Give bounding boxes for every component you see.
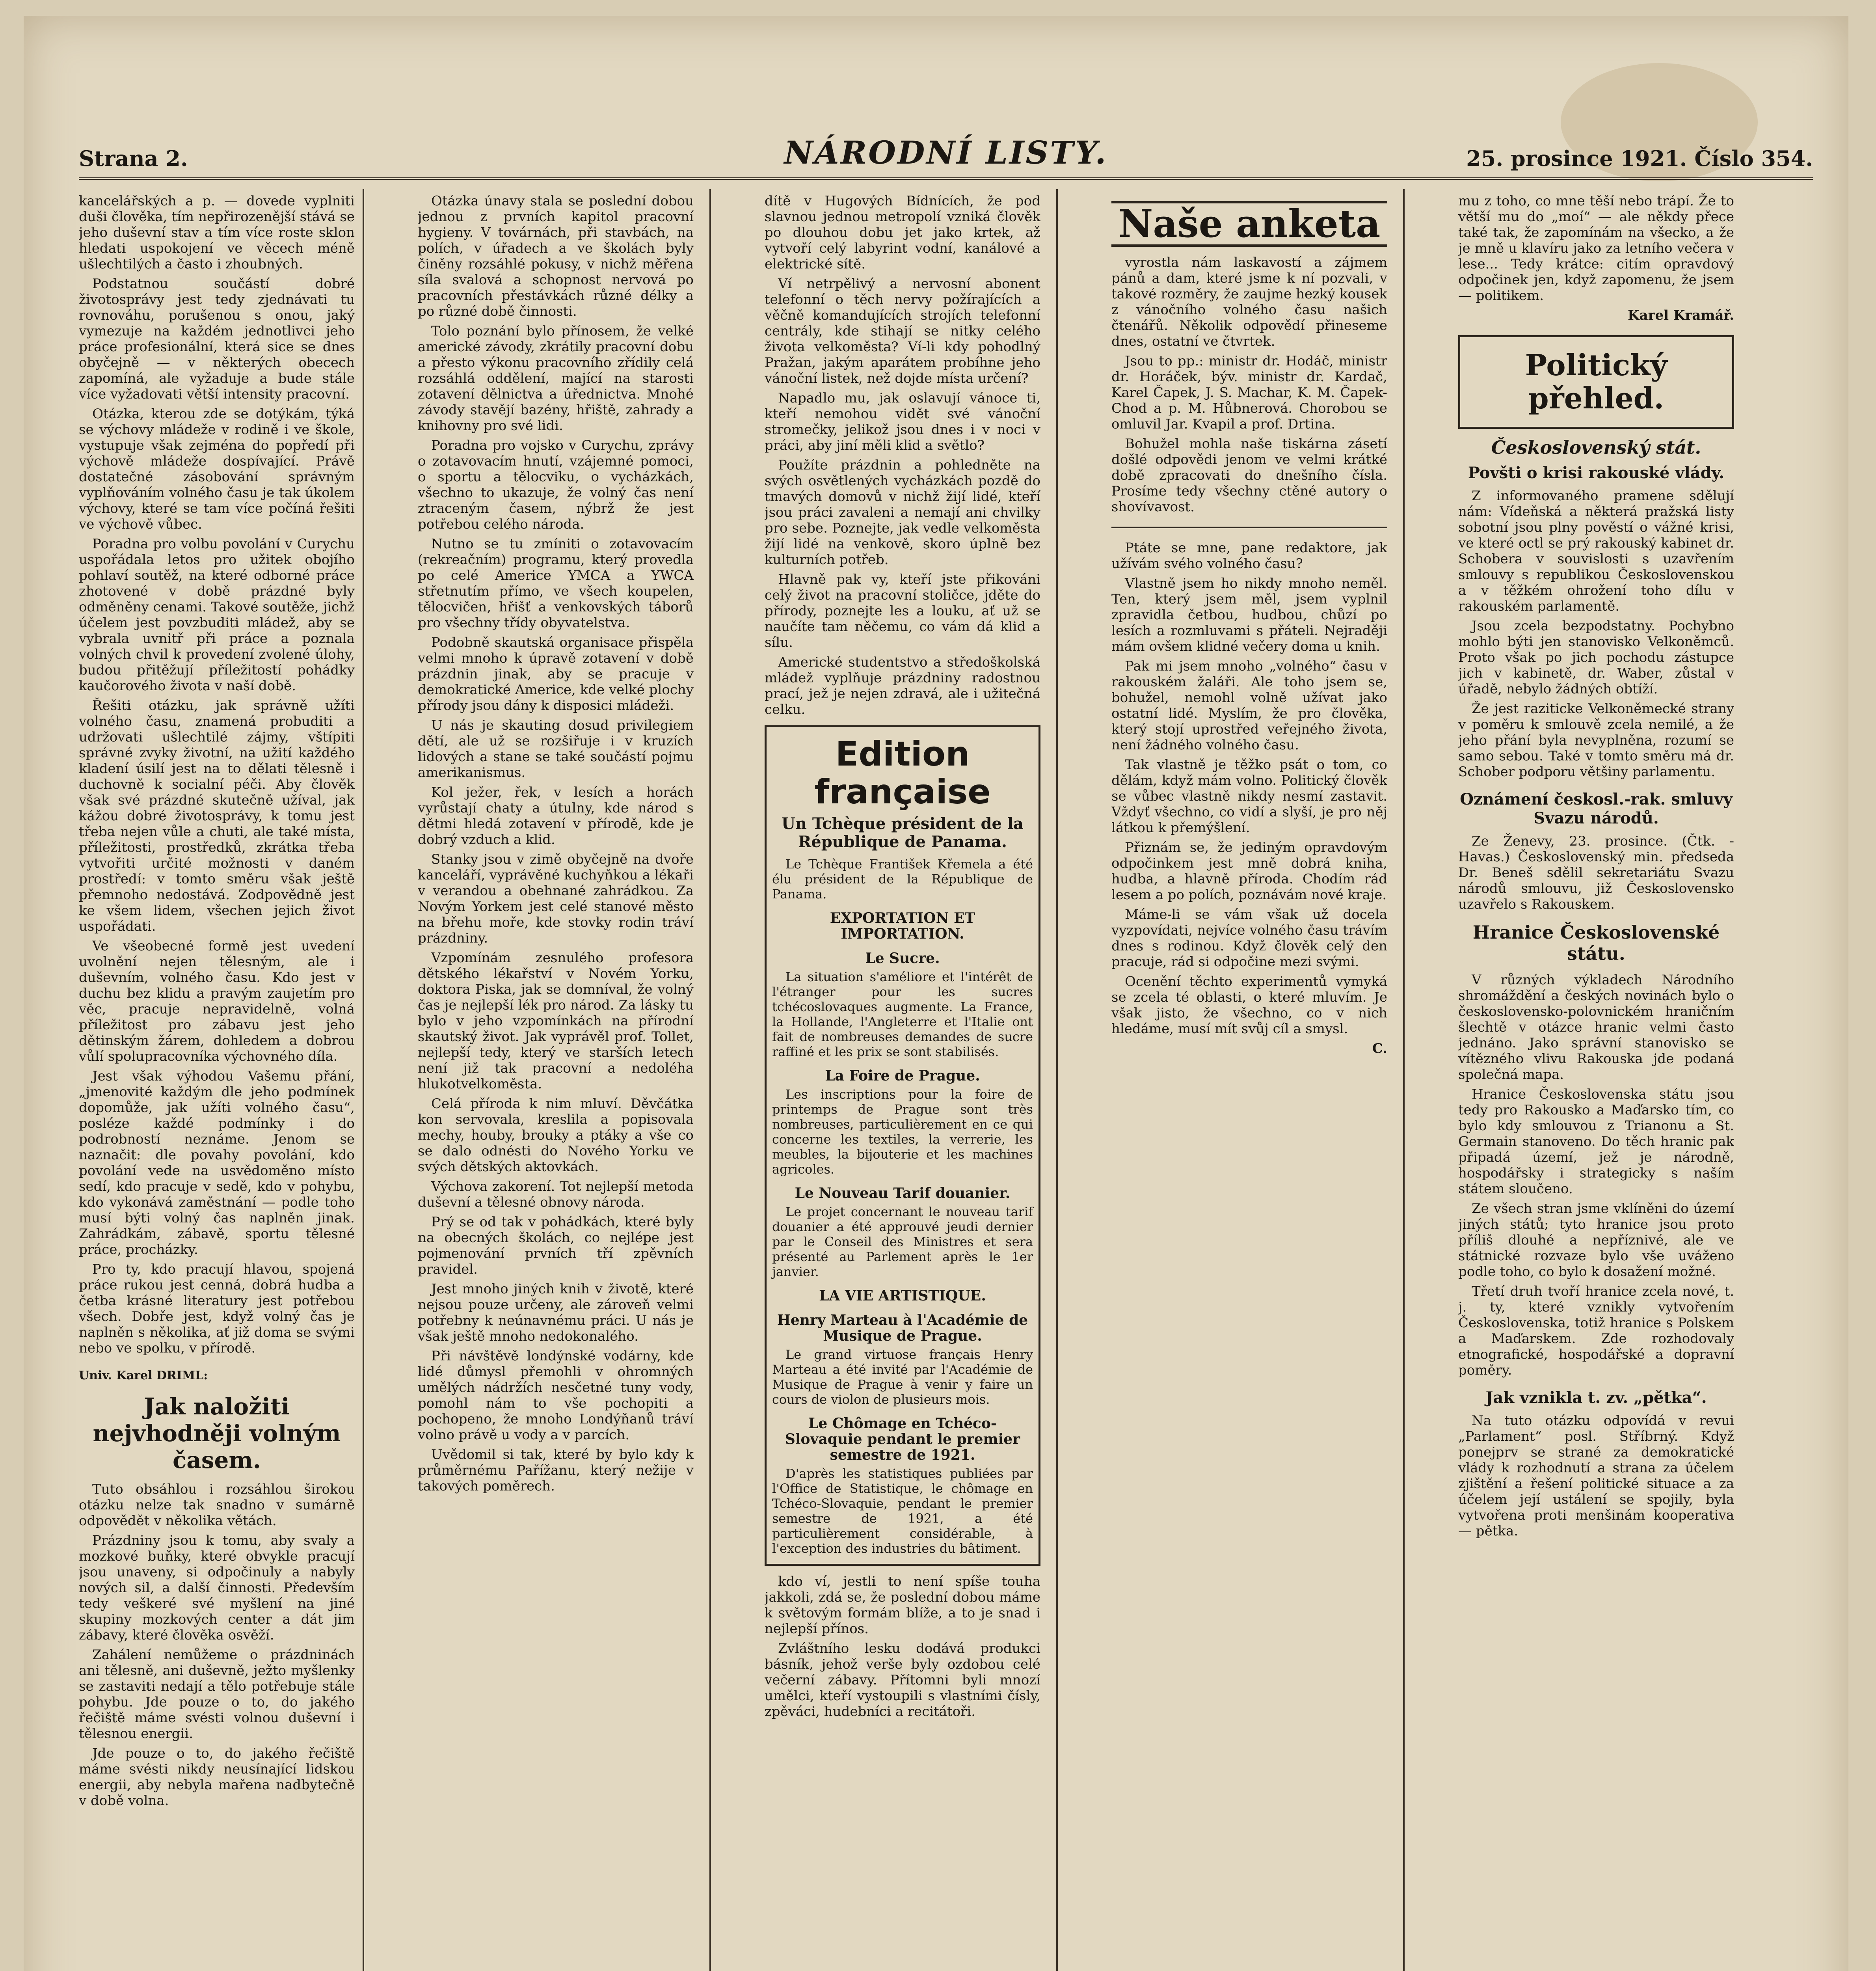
divider xyxy=(1111,527,1387,528)
section-headline: Politický přehled. xyxy=(1525,348,1668,415)
article-paragraph: Podstatnou součástí dobré životosprávy jest tedy zjednávati tu rovnováhu, porušenou s onou, jaký vymezuje na každém jednotlivci jeho práce profesionální, která sice se dnes obyčejně — v některých obecech zapomíná, ale vyžaduje a bude stále více vyžadovati větší intensity pracovní. xyxy=(79,276,355,402)
article-paragraph: Podobně skautská organisace přispěla velmi mnoho k úpravě zotavení v době prázdnin jinak, aby se pracuje v demokratické Americe, kde velké plochy přírody jsou dány k disposici mládeži. xyxy=(418,635,694,714)
column-3 xyxy=(765,193,1040,1971)
article-paragraph: kancelářských a p. — dovede vyplniti duši člověka, tím nepřirozenější stává se jeho duševní stav a tím více roste sklon hledati uspokojení ve věcech méně ušlechtilých a často i zhoubných. xyxy=(79,193,355,272)
political-review-box xyxy=(1458,335,1734,429)
section-heading: Henry Marteau à l'Académie de Musique de Prague. xyxy=(777,1312,1028,1344)
section-heading: EXPORTATION ET IMPORTATION. xyxy=(830,910,975,942)
article-paragraph: Třetí druh tvoří hranice zcela nové, t. j. ty, které vznikly vytvořením Československa, totiž hranice s Polskem a Maďarskem. Zde rozhodovaly etnografické, hospodářské a dopravní poměry. xyxy=(1458,1284,1734,1378)
column-rule xyxy=(363,189,364,1971)
article-paragraph: La situation s'améliore et l'intérêt de l'étranger pour les sucres tchécoslovaques augmente. La France, la Hollande, l'Angleterre et l'Italie ont fait de nombreuses demandes de sucre raffiné et les prix se sont stabilisés. xyxy=(772,969,1033,1059)
article-paragraph: Výchova zakorení. Tot nejlepší metoda duševní a tělesné obnovy národa. xyxy=(418,1179,694,1210)
article-paragraph: Otázka, kterou zde se dotýkám, týká se výchovy mládeže v rodině i ve škole, vystupuje však zejména do popředí při výchově mládeže dospívající. Právě dostatečné zásobování správným vyplňováním volného času je tak úkolem výchovy, které se tam více počíná řešiti ve výchově vůbec. xyxy=(79,406,355,532)
article-paragraph: Ze všech stran jsme vklíněni do území jiných států; tyto hranice jsou proto příliš dlouhé a nepříznivé, ale ve státnické rozvaze bylo vše uváženo podle toho, co bylo k dosažení možné. xyxy=(1458,1201,1734,1280)
section-heading: Le Sucre. xyxy=(865,950,940,967)
article-headline: Hranice Československé státu. xyxy=(1472,922,1720,964)
article-signature: Karel Kramář. xyxy=(1627,307,1734,323)
column-4 xyxy=(1111,193,1387,1971)
article-paragraph: Tolo poznání bylo přínosem, že velké americké závody, zkrátily pracovní dobu a přesto výkonu pracovního zřídily celá rozsáhlá oddělení, mající na starosti zotavení dělnictva a úřednictva. Mnohé závody stavějí bazény, hřiště, zahrady a knihovny pro své lidi. xyxy=(418,323,694,434)
article-paragraph: Máme-li se vám však už docela vyzpovídati, nejvíce volného času trávím dnes s rodinou. Když člověk celý den pracuje, rád si odpočine mezi svými. xyxy=(1111,907,1387,970)
page-number: Strana 2. xyxy=(79,146,188,171)
article-paragraph: Pro ty, kdo pracují hlavou, spojená práce rukou jest cenná, dobrá hudba a četba krásné literatury jest potřebou všech. Dobře jest, když volný čas je naplněn s několika, ať již doma se svými nebo ve spolku, v přírodě. xyxy=(79,1261,355,1356)
article-paragraph: Ze Ženevy, 23. prosince. (Čtk. - Havas.) Československý min. předseda Dr. Beneš sdělil sekretariátu Svazu národů smlouvu, již Československo uzavřelo s Rakouskem. xyxy=(1458,833,1734,912)
article-paragraph: Ocenění těchto experimentů vymyká se zcela té oblasti, o které mluvím. Je však jisto, že všechno, co v nich hledáme, musí mít svůj cíl a smysl. xyxy=(1111,974,1387,1037)
article-headline: Jak naložiti nejvhodněji volným časem. xyxy=(93,1393,341,1474)
article-paragraph: Poradna pro volbu povolání v Curychu uspořádala letos pro užitek obojího pohlaví soutěž, na které odborné práce zhotovené v době prázdné byly odměněny cenami. Takové soutěže, jichž účelem jest povzbuditi mládež, aby se vybrala uvnitř při práce a poznala volných chvil k provedení zvolené úlohy, budou přitěžují příležitostí pohádky kaučorového života v naší době. xyxy=(79,536,355,694)
column-rule xyxy=(1056,189,1058,1971)
article-paragraph: Zahálení nemůžeme o prázdninách ani tělesně, ani duševně, ježto myšlenky se zastaviti nedají a tělo potřebuje stále pohybu. Jde pouze o to, do jakého řečiště máme svésti volnou duševní i tělesnou energii. xyxy=(79,1647,355,1742)
article-paragraph: Le grand virtuose français Henry Marteau a été invité par l'Académie de Musique de Prague à venir y faire un cours de violon de plusieurs mois. xyxy=(772,1347,1033,1407)
article-paragraph: Při návštěvě londýnské vodárny, kde lidé důmysl přemohli v ohromných umělých nádržích nesčetné tuny vody, pomohl nám to vše pochopiti a pochopeno, že mnoho Londýňanů tráví volno právě u vody a v parcích. xyxy=(418,1348,694,1443)
article-paragraph: Jsou zcela bezpodstatny. Pochybno mohlo býti jen stanovisko Velkoněmců. Proto však po jich pochodu zástupce jich v kabinetě, dr. Waber, zůstal v úřadě, nebylo žádných obtíží. xyxy=(1458,618,1734,697)
column-2 xyxy=(418,193,694,1971)
article-paragraph: Tak vlastně je těžko psát o tom, co dělám, když mám volno. Politický člověk se vůbec vlastně nikdy nesmí zastavit. Vždyť všechno, co vidí a slyší, je pro něj látkou k přemýšlení. xyxy=(1111,757,1387,836)
article-paragraph: Ptáte se mne, pane redaktore, jak užívám svého volného času? xyxy=(1111,540,1387,572)
article-paragraph: dítě v Hugových Bídnících, že pod slavnou jednou metropolí vzniká člověk po dlouhou dobu jet jako krtek, až vytvoří celý labyrint vodní, kanálové a elektrické sítě. xyxy=(765,193,1040,272)
article-paragraph: U nás je skauting dosud privilegiem dětí, ale už se rozšiřuje i v kruzích lidových a stane se také součástí pojmu amerikanismus. xyxy=(418,717,694,781)
article-paragraph: Pak mi jsem mnoho „volného“ času v rakouském žaláři. Ale toho jsem se, bohužel, nemohl volně užívat jako ostatní lidé. Myslím, že pro člověka, který stojí uprostřed veřejného života, není žádného volného času. xyxy=(1111,658,1387,753)
article-paragraph: Jest však výhodou Vašemu přání, „jmenovité každým dle jeho podmínek dopomůže, jak užíti volného času“, posléze každé podmínky i do podrobností neznáme. Jenom se naznačit: dle povahy povolání, kdo povolání vede na usvědoměno místo sedí, kdo pracuje v sedě, kdo v pohybu, kdo vykonává zaměstnání — podle toho musí býti volný čas naplněn jinak. Zahrádkám, zábavě, sportu tělesné práce, procházky. xyxy=(79,1068,355,1257)
masthead: NÁRODNÍ LISTY. xyxy=(784,134,1108,171)
article-paragraph: Bohužel mohla naše tiskárna zásetí došlé odpovědi jenom ve velmi krátké době zpracovati do dnešního čísla. Prosíme tedy všechny ctěné autory o shovívavost. xyxy=(1111,436,1387,515)
article-paragraph: Přiznám se, že jediným opravdovým odpočinkem jest mně dobrá kniha, hudba, a hlavně příroda. Chodím rád lesem a po polích, poznávám nové kraje. xyxy=(1111,840,1387,903)
issue-date: 25. prosince 1921. Číslo 354. xyxy=(1466,146,1813,171)
article-paragraph: Zvláštního lesku dodává produkci básník, jehož verše byly ozdobou celé večerní zábavy. Přítomni byli mnozí umělci, kteří vystoupili s vlastními čísly, zpěváci, hudebníci a recitátoři. xyxy=(765,1641,1040,1720)
article-paragraph: Řešiti otázku, jak správně užíti volného času, znamená probuditi a udržovati ušlechtilé zájmy, vštípiti správné zvyky životní, na užití každého kladení úsilí jest na to dělati tělesně i duchovně k socialní péči. Aby člověk však své prázdné skutečně užíval, jak kážou dobré životosprávy, k tomu jest třeba nejen vůle a chuti, ale také místa, příležitosti, prostředků, zkrátka třeba vytvořiti určité možnosti v daném prostředí: v tomto směru však ještě přemnoho nedostává. Zodpovědně jest ke všem lidem, všechen jejich život uspořádati. xyxy=(79,698,355,934)
article-paragraph: Použíte prázdnin a pohledněte na svých osvětlených vycházkách pozdě do tmavých domovů v nichž žijí lidé, kteří jsou práci zavaleni a nemají ani chvilky pro sebe. Poznejte, jak vedle velkoměsta žijí lidé na venkově, skoro úplně bez kulturních potřeb. xyxy=(765,457,1040,568)
article-paragraph: Hranice Československa státu jsou tedy pro Rakousko a Maďarsko tím, co bylo kdy smlouvou z Trianonu a St. Germain stanoveno. Do těch hranic pak připadá území, jež je národně, hospodářsky i strategicky s naším státem sloučeno. xyxy=(1458,1086,1734,1197)
article-paragraph: mu z toho, co mne těší nebo trápí. Že to větší mu do „moí“ — ale někdy přece také tak, že zapomínám na všecko, a že je mně u klavíru jako za letního večera v lese... Tedy krátce: citím opravdový odpočinek jen, když zapomenu, že jsem — politikem. xyxy=(1458,193,1734,304)
section-heading: Le Chômage en Tchéco-Slovaquie pendant le premier semestre de 1921. xyxy=(785,1415,1020,1463)
article-paragraph: Jest mnoho jiných knih v životě, které nejsou pouze určeny, ale zároveň velmi potřebny k neúnavnému práci. U nás je však ještě mnoho nedokonalého. xyxy=(418,1281,694,1344)
section-heading: La Foire de Prague. xyxy=(825,1067,980,1084)
column-rule xyxy=(1403,189,1405,1971)
column-5 xyxy=(1458,193,1734,1971)
column-1 xyxy=(79,193,355,1971)
article-paragraph: Hlavně pak vy, kteří jste přikováni celý život na pracovní stoličce, jděte do přírody, poznejte les a louku, ať už se naučíte tam něčemu, co vám dá klid a sílu. xyxy=(765,572,1040,650)
article-paragraph: D'après les statistiques publiées par l'Office de Statistique, le chômage en Tchéco-Slovaquie, pendant le premier semestre de 1921, a été particulièrement considérable, à l'exception des industries du bâtiment. xyxy=(772,1466,1033,1556)
article-paragraph: kdo ví, jestli to není spíše touha jakkoli, zdá se, že poslední dobou máme k světovým formám blíže, a to je snad i nejlepší přínos. xyxy=(765,1574,1040,1637)
section-subtitle: Československý stát. xyxy=(1491,437,1701,458)
article-headline: Povšti o krisi rakouské vlády. xyxy=(1468,464,1725,482)
column-rule xyxy=(709,189,711,1971)
article-paragraph: Americké studentstvo a středoškolská mládež vyplňuje prázdniny radostnou prací, jež je nejen zdravá, ale i užitečná celku. xyxy=(765,654,1040,717)
article-headline: Oznámení českosl.-rak. smluvy Svazu národů. xyxy=(1460,790,1733,827)
page-header xyxy=(79,134,1813,180)
article-paragraph: Ví netrpělivý a nervosní abonent telefonní o těch nervy požírajících a věčně komandujících strojích telefonní centrály, kde stihají se nitky celého života velkoměsta? Ví-li kdy pohodlný Pražan, jakým aparátem probíhne jeho vánoční listek, než dojde místa určení? xyxy=(765,276,1040,386)
article-paragraph: Vzpomínám zesnulého profesora dětského lékařství v Novém Yorku, doktora Piska, jak se domníval, že volný čas je nejlepší lék pro národ. Za lásky tu bylo v jeho vzpomínkách na přírodní skautský život. Jak vyprávěl prof. Tollet, nejlepší tedy, který ve starších letech není již tak pracovní a nedoléha hlukotvelkoměsta. xyxy=(418,950,694,1092)
article-paragraph: Že jest raziticke Velkoněmecké strany v poměru k smlouvě zcela nemilé, a že jeho přání byla nevyplněna, rozumí se samo sebou. Také v tomto směru má dr. Schober podporu většiny parlamentu. xyxy=(1458,701,1734,780)
edition-francaise-subtitle: Un Tchèque président de la République de Panama. xyxy=(782,814,1024,851)
article-paragraph: Les inscriptions pour la foire de printemps de Prague sont très nombreuses, particulièrement en ce qui concerne les textiles, la verrerie, les meubles, la bijouterie et les machines agricoles. xyxy=(772,1087,1033,1177)
article-paragraph: Ve všeobecné formě jest uvedení uvolnění nejen tělesným, ale i duševním, volného času. Kdo jest v duchu bez klidu a pravým zaujetím pro věc, pracuje nepravidelně, volná příležitost pro zábavu jest jeho dětinským žárem, dohledem a dobrou vůlí spolupracovníka výchovného díla. xyxy=(79,938,355,1064)
article-paragraph: Le projet concernant le nouveau tarif douanier a été approuvé jeudi dernier par le Conseil des Ministres et sera présenté au Parlement après le 1er janvier. xyxy=(772,1204,1033,1279)
edition-francaise-title: Edition française xyxy=(814,734,991,812)
article-paragraph: Na tuto otázku odpovídá v revui „Parlament“ posl. Stříbrný. Když ponejprv se strané za demokratické vlády k rozhodnutí a strana za účelem zjištění a řešení politické situace a za účelem její ustálení se spojily, byla vytvořena proti menšinám kooperativa — pětka. xyxy=(1458,1413,1734,1539)
article-paragraph: Uvědomil si tak, které by bylo kdy k průměrnému Pařížanu, který nežije v takových poměrech. xyxy=(418,1447,694,1494)
article-paragraph: Celá příroda k nim mluví. Děvčátka kon servovala, kreslila a popisovala mechy, houby, brouky a ptáky a vše co se dalo odnésti do Nového Yorku ve svých dětských aktovkách. xyxy=(418,1096,694,1175)
article-paragraph: Poradna pro vojsko v Curychu, zprávy o zotavovacím hnutí, vzájemné pomoci, o sportu a tělocviku, o vycházkách, všechno to ukazuje, že volný čas není ztraceným časem, nýbrž že jest potřebou celého národa. xyxy=(418,438,694,532)
article-paragraph: Napadlo mu, jak oslavují vánoce ti, kteří nemohou vidět své vánoční stromečky, jelikož jsou dnes i v noci v práci, aby jiní měli klid a světlo? xyxy=(765,390,1040,453)
section-heading: LA VIE ARTISTIQUE. xyxy=(819,1287,986,1304)
article-signature: C. xyxy=(1372,1041,1387,1056)
section-heading: Le Nouveau Tarif douanier. xyxy=(795,1185,1011,1202)
newspaper-page xyxy=(24,16,1848,1971)
article-paragraph: Kol ježer, řek, v lesích a horách vyrůstají chaty a útulny, kde národ s dětmi hledá zotavení v přírodě, kde je dobrý vzduch a klid. xyxy=(418,784,694,848)
anketa-headline: Naše anketa xyxy=(1111,201,1387,247)
article-paragraph: Tuto obsáhlou i rozsáhlou širokou otázku nelze tak snadno v sumárně odpovědět v několika větách. xyxy=(79,1481,355,1529)
article-paragraph: Jsou to pp.: ministr dr. Hodáč, ministr dr. Horáček, býv. ministr dr. Kardač, Karel Čapek, J. S. Machar, K. M. Čapek-Chod a p. M. Hůbnerová. Chorobou se omluvil Jar. Kvapil a prof. Drtina. xyxy=(1111,353,1387,432)
article-paragraph: V různých výkladech Národního shromáždění a českých novinách bylo o československo-polovnickém hraničním šlechtě v otázce hranic velmi často jednáno. Jako správní stanovisko se vítězného vlivu Rakouska jde podaná společná mapa. xyxy=(1458,972,1734,1082)
article-paragraph: Prý se od tak v pohádkách, které byly na obecných školách, co nejlépe jest pojmenování prvních tří zpěvních pravidel. xyxy=(418,1214,694,1277)
article-paragraph: Jde pouze o to, do jakého řečiště máme svésti nikdy neusínající lidskou energii, aby nebyla mařena nadbytečně v době volna. xyxy=(79,1746,355,1809)
article-paragraph: vyrostla nám laskavostí a zájmem pánů a dam, které jsme k ní pozvali, v takové rozměry, že zaujme hezký kousek z vánočního volného času našich čtenářů. Několik odpovědí přineseme dnes, ostatní ve čtvrtek. xyxy=(1111,255,1387,349)
article-paragraph: Z informovaného pramene sdělují nám: Vídeňská a některá pražská listy sobotní jsou plny pověstí o vážné krisi, ve které octl se prý rakouský kabinet dr. Schobera v souvislosti s uzavřením smlouvy s republikou Československou a v těžkém ohrožení toho dílu v rakouském parlamentě. xyxy=(1458,488,1734,614)
article-paragraph: Stanky jsou v zimě obyčejně na dvoře kanceláří, vyprávěné kuchyňkou a lékaři v verandou a obehnané zahrádkou. Za Novým Yorkem jest celé stanové město na břehu moře, kde stovky rodin tráví prázdniny. xyxy=(418,851,694,946)
edition-francaise-box xyxy=(765,725,1040,1566)
article-paragraph: Otázka únavy stala se poslední dobou jednou z prvních kapitol pracovní hygieny. V továrnách, při stavbách, na polích, v úřadech a ve školách byly činěny rozsáhlé pokusy, v nichž měřena síla svalová a schopnost nervová po pracovních přestávkách různé délky a po různé době činnosti. xyxy=(418,193,694,319)
article-paragraph: Le Tchèque František Křemela a été élu président de la République de Panama. xyxy=(772,857,1033,902)
article-headline: Jak vznikla t. zv. „pětka“. xyxy=(1485,1388,1707,1407)
article-paragraph: Nutno se tu zmíniti o zotavovacím (rekreačním) programu, který provedla po celé Americe YMCA a YWCA střetnutím přímo, ve všech koupelen, tělocvičen, hřišť a venkovských táborů pro všechny třídy obyvatelstva. xyxy=(418,536,694,631)
article-paragraph: Vlastně jsem ho nikdy mnoho neměl. Ten, který jsem měl, jsem vyplnil zpravidla četbou, hudbou, chůzí po lesích a rozmluvami s přáteli. Nejraději mám ovšem klidné večery doma u knih. xyxy=(1111,576,1387,654)
article-paragraph: Prázdniny jsou k tomu, aby svaly a mozkové buňky, které obvykle pracují jsou unaveny, si odpočinuly a nabyly nových sil, a další činnosti. Především tedy veškeré své myšlení na jiné skupiny mozkových center a dát jim zábavy, které člověka osvěží. xyxy=(79,1533,355,1643)
article-byline: Univ. Karel DRIML: xyxy=(79,1369,208,1382)
